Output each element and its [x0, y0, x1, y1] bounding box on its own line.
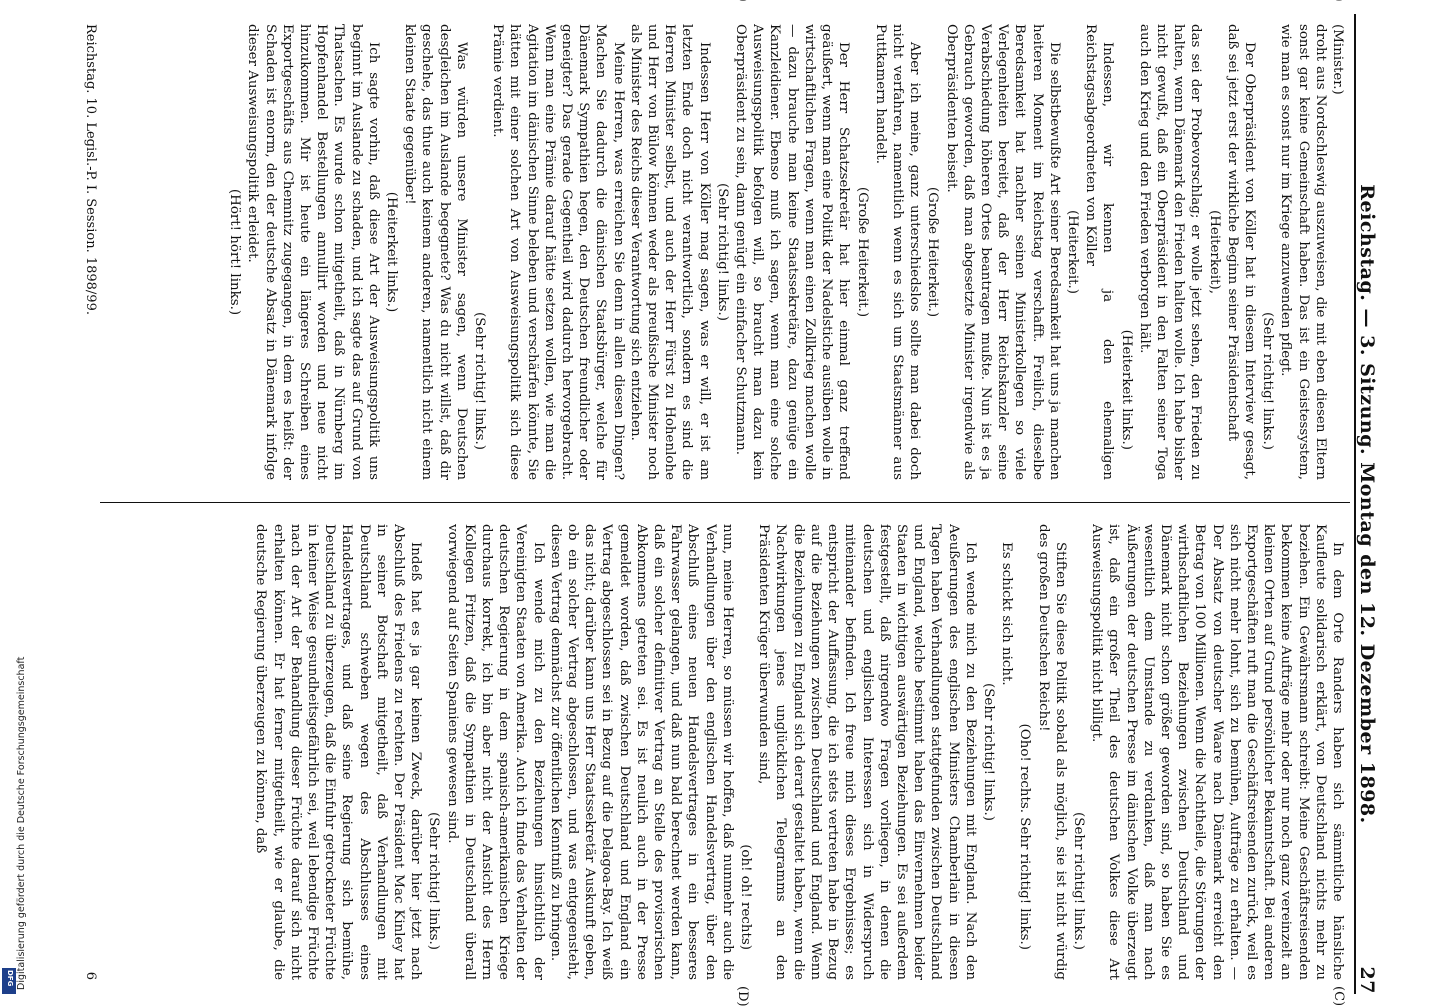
paragraph: Aber ich meine, ganz unterschiedslos sollte man dabei doch nicht verfahren, namentlich wenn es sich um Staatsmänner aus Puttkamern handelt.	[872, 24, 923, 480]
paragraph: Stiften Sie diese Politik sobald als möglich, sie ist nicht würdig des großen Deutschen Reichs!	[1035, 524, 1068, 980]
reaction-note: (Sehr richtig! links.)	[426, 812, 442, 950]
paragraph: In dem Orte Randers haben sich sämmtliche hänsliche Kaufleute solidarisch erklärt, von Deutschland nichts mehr zu beziehen. Ein Gewährsmann schreibt: Meine Geschäftsreisenden bekommen keine Aufträge mehr oder nur noch ganz vereinzelt an kleinen Orten auf Grund persönlicher Bekanntschaft. Bei anderen Exportgeschäften ruft man die Geschäftsreisenden zurück, weil es sich nicht mehr lohnt, sich zu bemühen, Aufträge zu erhalten. — Der Absatz von deutscher Waare nach Dänemark erreicht den Betrag von 100 Millionen. Wenn die Nachtheile, die Störungen der wirthschaftlichen Beziehungen zwischen Deutschland und Dänemark nicht schon größer geworden sind, so haben Sie es wesentlich dem Umstande zu verdanken, daß man nach Äußerungen der deutschen Presse im dänischen Volke überzeugt ist, daß ein großer Theil des deutschen Volkes diese Art Ausweisungspolitik nicht billigt.	[1089, 524, 1345, 980]
footer-sheet-number: 6	[83, 971, 98, 980]
page-footer	[83, 24, 98, 480]
paragraph: Indessen, wir kennen ja den ehemaligen Reichstagsabgeordneten von Köller	[1083, 24, 1116, 480]
margin-marker-b	[735, 0, 750, 2]
reaction-note: (Sehr richtig! links.)	[980, 683, 996, 821]
margin-marker-a	[1331, 0, 1346, 2]
paragraph: nun, meine Herren, so müssen wir hoffen, daß nunmehr auch die Verhandlungen über den englischen Handelsvertrag, über den Abschluß eines neuen Handelsvertrages in ein besseres Fahrwasser gelangen, und daß nun bald berechnet werden kann, daß ein solcher definitiver Vertrag an Stelle des provisorischen Abkommens getreten sei. Es ist neulich auch in der Presse gemeldet worden, daß zwischen Deutschland und England ein Vertrag abgeschlossen sei in Bezug auf die Delagoa-Bay. Ich weiß das nicht; darüber kann uns Herr Staatssekretär Auskunft geben, ob ein solcher Vertrag abgeschlossen, und was entgegensteht, diesen Vertrag demnächst zur öffentlichen Kenntniß zu bringen.	[547, 524, 735, 980]
paragraph: Was würden unsere Minister sagen, wenn Deutschen desgleichen im Auslande begegnete? Was du nicht willst, daß dir geschehe, das thue auch keinem anderen, namentlich nicht einem kleinen Staate gegenüber!	[402, 24, 469, 480]
reaction-note: (Oho! rechts. Sehr richtig! links.)	[1017, 723, 1033, 950]
left-column	[106, 24, 1346, 480]
reaction-note: (Heiterkeit links.)	[1118, 329, 1134, 450]
column-divider	[100, 502, 1350, 503]
paragraph: Ich sagte vorhin, daß diese Art der Ausweisungspolitik uns beginnt im Auslande zu schaden, und ich sagte das auf Grund von Thatsachen. Es wurde schon mitgetheilt, daß in Nürnberg im Hopfenhandel Bestellungen annullirt worden und neue nicht hinzukommen. Mir ist heute ein längeres Schreiben eines Exportgeschäfts aus Chemnitz zugegangen, in dem es heißt: der Schaden ist enorm, den der deutsche Absatz in Dänemark infolge dieser Ausweisungspolitik erleidet.	[245, 24, 381, 480]
paragraph: Meine Herren, was erreichen Sie denn in allen diesen Dingen? Machen Sie dadurch die dänischen Staatsbürger, welche für Dänemark Sympathien hegen, den Deutschen freundlicher oder geneigter? Das gerade Gegentheil wird dadurch hervorgebracht. Wenn man eine Prämie darauf hätte setzen wollen, wie man die Agitation im dänischen Sinne beleben und verschärfen könnte, Sie hätten mit einer solchen Art von Ausweisungspolitik sich diese Prämie verdient.	[490, 24, 626, 480]
reaction-note: (Heiterkeit links.)	[384, 191, 400, 313]
dfg-logo: DFG	[2, 968, 16, 994]
reaction-note: (oh! oh! rechts)	[738, 844, 754, 950]
reaction-note: (Sehr richtig! links.)	[714, 183, 730, 321]
page-number: 27	[1356, 966, 1378, 994]
paragraph: droht aus Nordschleswig auszuweisen, die mit eben diesen Eltern sonst gar keine Gemeinschaft haben. Das ist ein Geistessystem, wie man es sonst nur im Kriege anzuwenden pflegt.	[1278, 24, 1328, 480]
paragraph: Der Herr Schatzsekretär hat hier einmal ganz treffend geäußert, wenn man eine Politik der Nadelstiche ausüben wolle in wirtschaftlichen Fragen, wenn man einen Zollkrieg machen wolle — dazu brauche man keine Staatssekretäre, dazu genüge ein Kanzleidiener. Ebenso muß ich sagen, wenn man eine solche Ausweisungspolitik befolgen will, so braucht man dazu kein Oberpräsident zu sein, dann genügt ein einfacher Schutzmann.	[733, 24, 852, 480]
paragraph: das sei der Probevorschlag; er wolle jetzt sehen, den Frieden zu halten, wenn Dänemark den Frieden halten wolle. Ich habe bisher nicht gewußt, daß ein Oberpräsident in den Falten seiner Toga auch den Krieg und den Frieden verborgen hält.	[1136, 24, 1204, 480]
paragraph: Die selbstbewußte Art seiner Beredsamkeit hat uns ja manchen heiteren Moment im Reichstag verschafft. Freilich, dieselbe Beredsamkeit hat nachher seinen Ministerkollegen so viele Verlegenheiten bereitet, daß der Herr Reichskanzler seine Verabschiedung höheren Ortes beantragen mußte. Nun ist es ja Gebrauch geworden, daß man abgesetzte Minister irgendwie als Oberpräsidenten beiseit.	[943, 24, 1062, 480]
reaction-note: (Heiterkeit),	[1206, 210, 1222, 294]
document-page	[58, 14, 1390, 1007]
paragraph: Ich wende mich zu den Beziehungen mit England. Nach den Aeußerungen des englischen Ministers Chamberlain in diesen Tagen haben Verhandlungen stattgefunden zwischen Deutschland und England, welche bestimmt haben das Einvernehmen beider Staaten in wichtigen auswärtigen Beziehungen. Es sei außerdem festgestellt, daß nirgendwo Fragen vorliegen, in denen die deutschen und englischen Interessen sich in Widerspruch miteinander befinden. Ich freue mich dieses Ergebnisses; es entspricht der Auffassung, die ich stets vertreten habe in Bezug auf die Beziehungen zwischen Deutschland und England. Wenn die Beziehungen zu England sich derart gestaltet haben, wenn die Nachwirkungen jenes unglücklichen Telegramms an den Präsidenten Krüger überwunden sind,	[756, 524, 978, 980]
page-header	[1354, 14, 1390, 994]
reaction-note: (Große Heiterkeit.)	[925, 186, 941, 318]
speaker-label: (Minister.)	[1330, 24, 1345, 95]
margin-marker-d: (D)	[735, 986, 750, 1007]
paragraph: Indessen Herr von Köller mag sagen, was er will, er ist am letzten Ende doch nicht verantwortlich, sondern es sind die Herren Minister selbst, und auch der Herr Fürst zu Hohenlohe und Herr von Bülow können weder als preußische Minister noch als Minister des Reichs dieser Verantwortung sich entziehen.	[627, 24, 712, 480]
reaction-note: (Sehr richtig! links.)	[1070, 812, 1086, 950]
reaction-note: (Hört! hört! links.)	[227, 188, 243, 316]
reaction-note: (Sehr richtig! links.)	[1260, 312, 1276, 450]
credit-text: Digitalisierung gefördert durch die Deutsche Forschungsgemeinschaft	[16, 656, 27, 990]
footer-citation: Reichstag. 10. Legisl.-P. I. Session. 1898/99.	[83, 24, 98, 315]
right-column	[106, 524, 1346, 980]
reaction-note: (Große Heiterkeit.)	[854, 186, 870, 318]
paragraph: Es schickt sich nicht.	[999, 542, 1015, 686]
paragraph: Der Oberpräsident von Köller hat in diesem Interview gesagt, daß sei jetzt erst der wirkliche Beginn seiner Präsidentschaft	[1224, 24, 1257, 480]
paragraph: Ich wende mich zu den Beziehungen hinsichtlich der Vereinigten Staaten von Amerika. Auch ich finde das Verhalten der deutschen Regierung in dem spanisch-amerikanischen Kriege durchaus korrekt, ich bin aber nicht der Ansicht des Herrn Kollegen Fritzen, daß die Sympathien in Deutschland überall vorwiegend auf Seiten Spaniens gewesen sind.	[444, 524, 546, 980]
reaction-note: (Sehr richtig! links.)	[472, 312, 488, 450]
margin-marker-c: (C)	[1331, 986, 1346, 1007]
reaction-note: (Heiterkeit.)	[1064, 210, 1080, 294]
page-title: Reichstag. — 3. Sitzung. Montag den 12. Dezember 1898.	[1356, 184, 1378, 824]
paragraph: Indeß hat es ja gar keinen Zweck, darüber hier jetzt nach Abschluß des Friedens zu rechten. Der Präsident Mac Kinley hat in seiner Botschaft mitgetheilt, daß Verhandlungen mit Deutschland schweben wegen des Abschlusses eines Handelsvertrages, und daß seine Regierung sich bemühe, Deutschland zu überzeugen, daß die Einfuhr getrockneter Früchte in keiner Weise gesundheitsgefährlich sei, weil lebendige Früchte nach der Art der Behandlung dieser Früchte darauf sich nicht erhalten können. Er hat ferner mitgetheilt, wie er glaube, die deutsche Regierung überzeugen zu können, daß	[253, 524, 424, 980]
digitization-credit	[0, 0, 27, 1000]
